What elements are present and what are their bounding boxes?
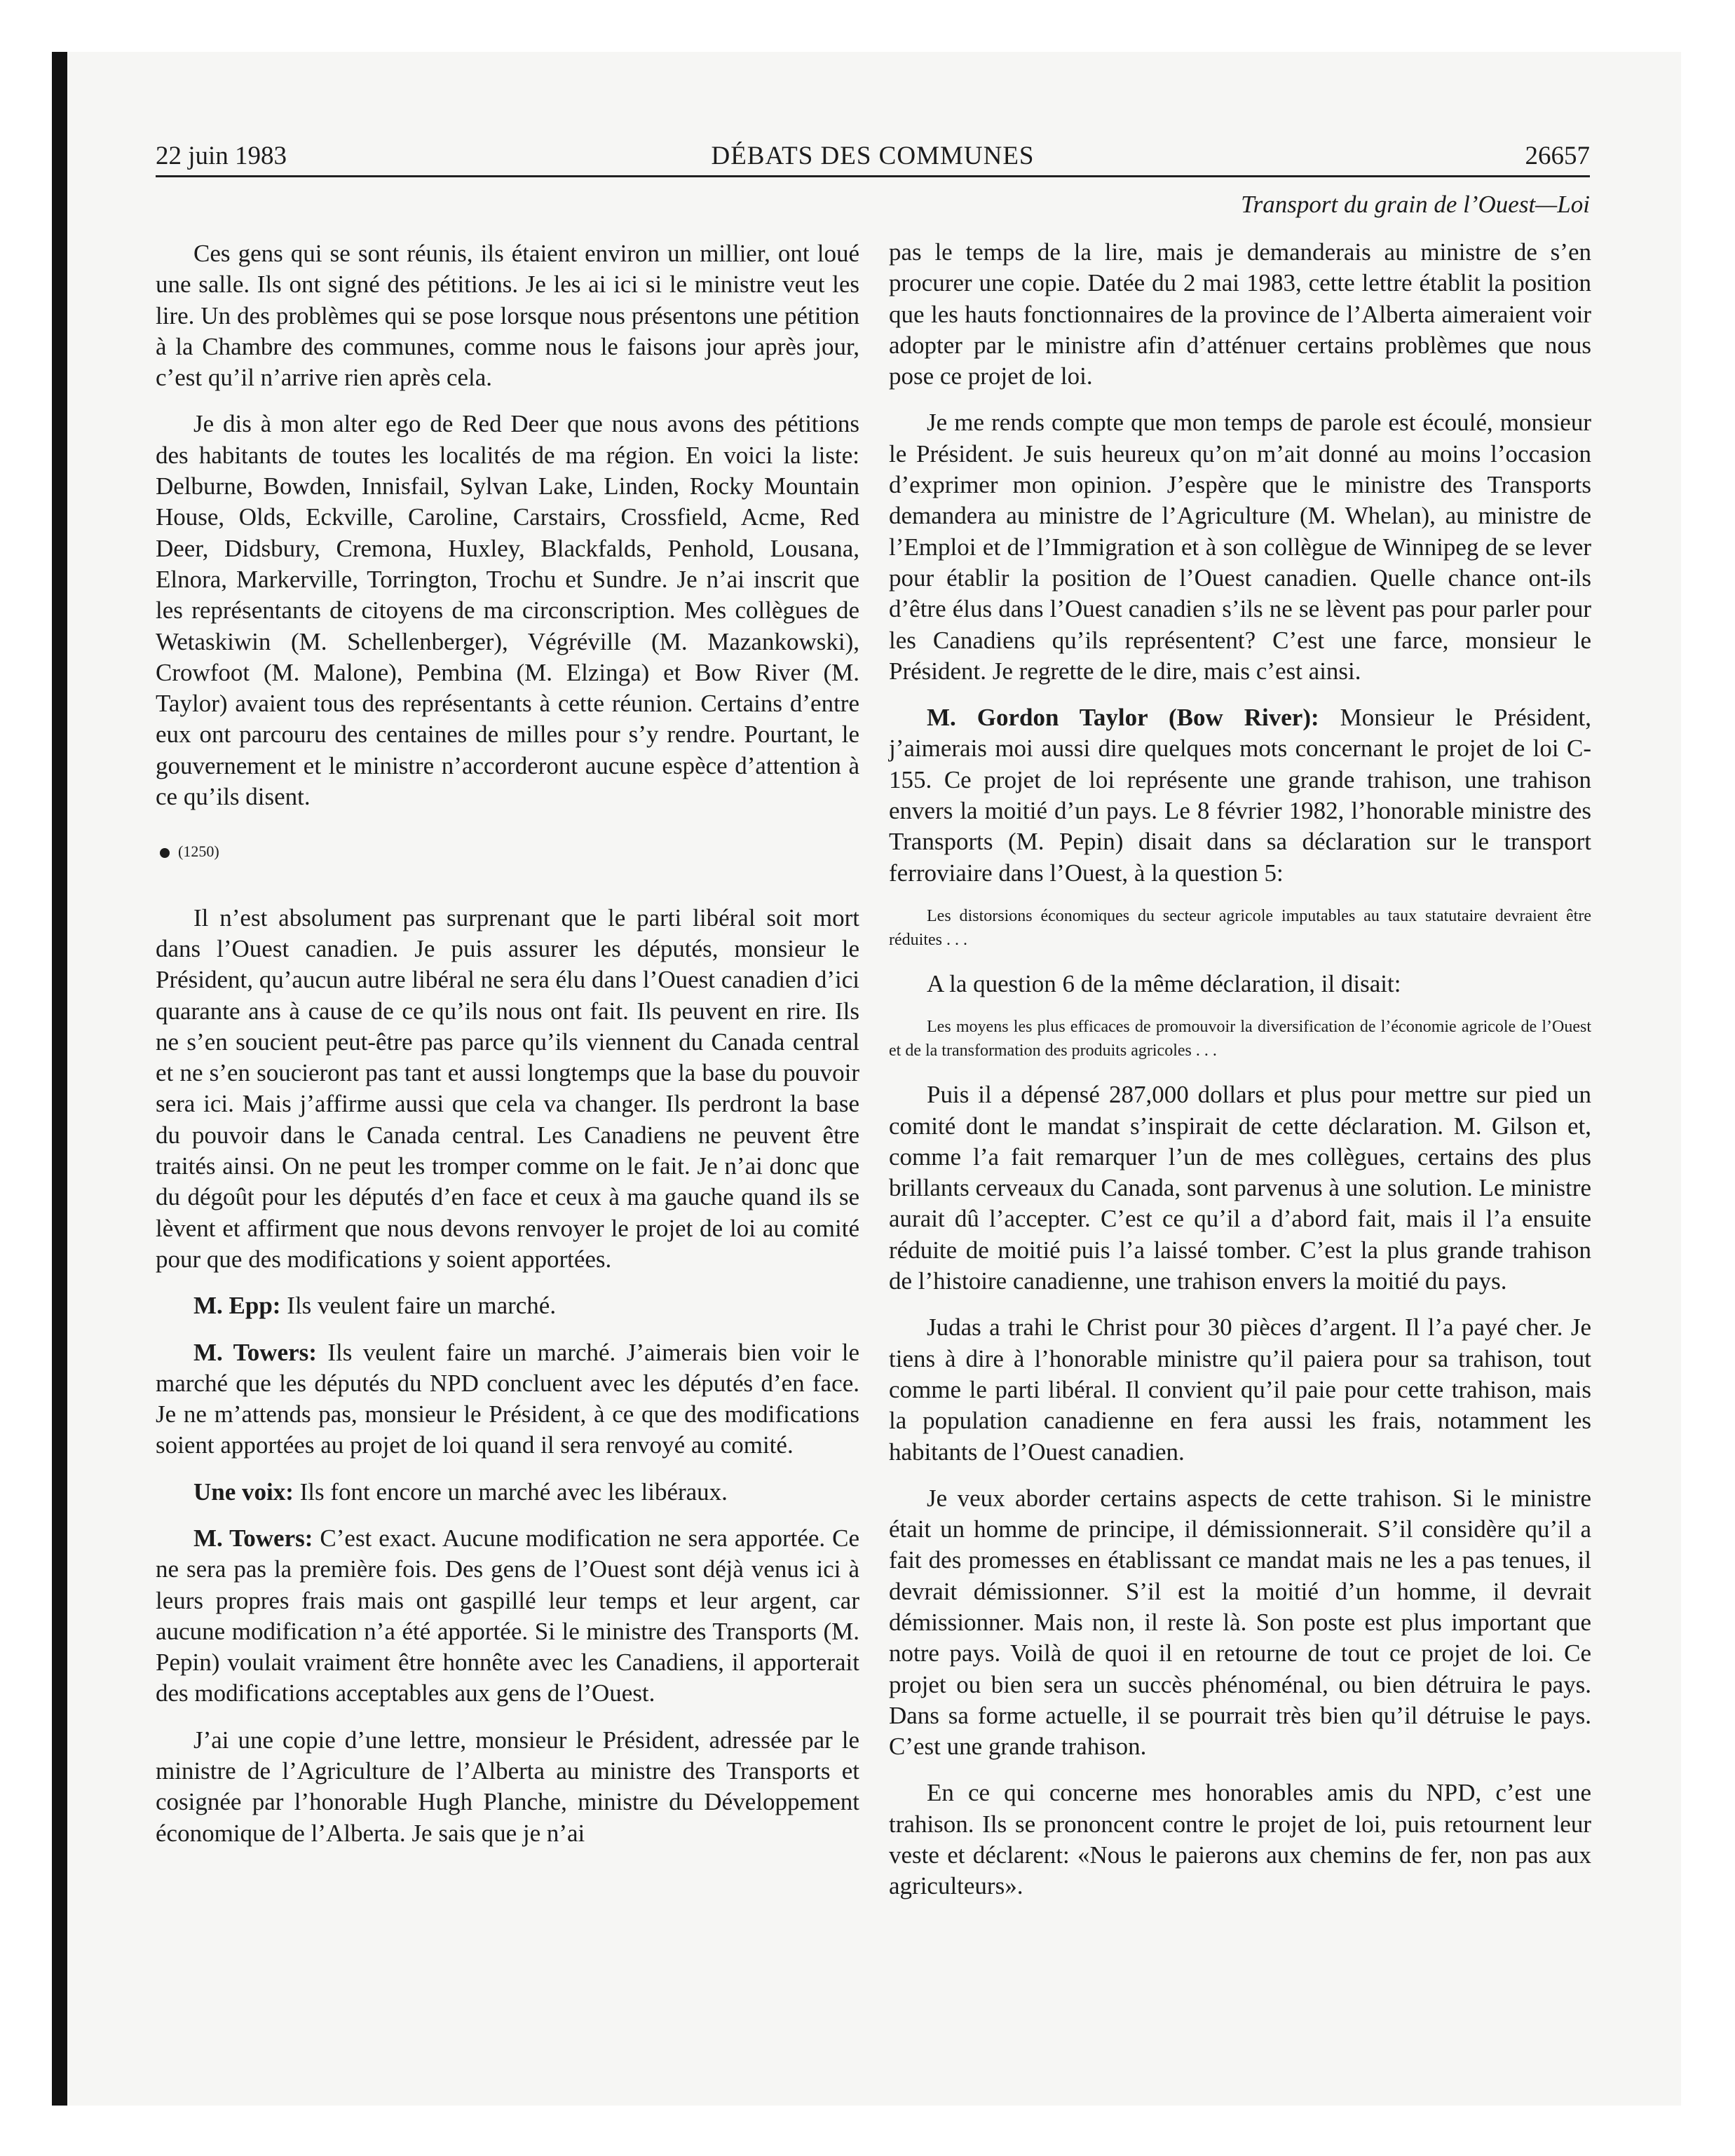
speaker-name: M. Towers: <box>193 1338 317 1366</box>
timestamp <box>156 836 859 867</box>
quotation: Les distorsions économiques du secteur agricole imputables au taux statutaire devraient être réduites . . . <box>889 906 1591 949</box>
scan-edge-bar <box>52 52 67 2106</box>
speaker-name: M. Gordon Taylor (Bow River): <box>927 704 1319 732</box>
speech-text: Monsieur le Président, j’aimerais moi aussi dire quelques mots concernant le projet de loi C-155. Ce projet de loi représente une grande trahison, une trahison envers la moitié d’un pays. Le 8 février 1982, l’honorable ministre des Transports (M. Pepin) disait dans sa déclaration sur le transport ferroviaire dans l’Ouest, à la question 5: <box>889 704 1591 887</box>
speech <box>156 1337 859 1461</box>
running-head: Transport du grain de l’Ouest—Loi <box>1241 191 1590 218</box>
paragraph: Je veux aborder certains aspects de cette trahison. Si le ministre était un homme de principe, il démissionnerait. S’il considère qu’il a fait des promesses en établissant ce mandat mais ne les a pas tenues, il devrait démissionner. S’il est la moitié d’un homme, il devrait démissionner. Mais non, il reste là. Son poste est plus important que notre pays. Voilà de quoi il en retourne de tout ce projet de loi. Ce projet ou bien sera un succès phénoménal, ou bien détruira le pays. Dans sa forme actuelle, il se pourrait très bien qu’il détruise le pays. C’est une grande trahison. <box>889 1484 1591 1761</box>
paragraph: Puis il a dépensé 287,000 dollars et plus pour mettre sur pied un comité dont le mandat s’inspirait de cette déclaration. M. Gilson et, comme l’a fait remarquer l’un de mes collègues, certains des plus brillants cerveaux du Canada, sont parvenus à une solution. Le ministre aurait dû l’accepter. C’est ce qu’il a d’abord fait, mais il l’a ensuite réduite de moitié puis l’a laissé tomber. C’est la plus grande trahison de l’histoire canadienne, une trahison envers la moitié du pays. <box>889 1081 1591 1295</box>
paragraph: Il n’est absolument pas surprenant que le parti libéral soit mort dans l’Ouest canadien. Je puis assurer les députés, monsieur le Président, qu’aucun autre libéral ne sera élu dans l’Ouest canadien d’ici quarante ans à cause de ce qu’ils nous ont fait. Ils peuvent en rire. Ils ne s’en soucient peut-être pas parce qu’ils viennent du Canada central et ne s’en soucieront pas tant et aussi longtemps que la base du pouvoir sera ici. Mais j’affirme aussi que cela va changer. Ils perdront la base du pouvoir dans le Canada central. Les Canadiens ne peuvent être traités ainsi. On ne peut les tromper comme on le fait. Je n’ai donc que du dégoût pour les députés d’en face et ceux à ma gauche quand ils se lèvent et affirment que nous devons renvoyer le projet de loi au comité pour que des modifications y soient apportées. <box>156 903 859 1273</box>
paragraph: En ce qui concerne mes honorables amis du NPD, c’est une trahison. Ils se prononcent contre le projet de loi, puis retournent leur veste et déclarent: «Nous le paierons aux chemins de fer, non pas aux agriculteurs». <box>889 1779 1591 1900</box>
paragraph: pas le temps de la lire, mais je demanderais au ministre de s’en procurer une copie. Datée du 2 mai 1983, cette lettre établit la position que les hauts fonctionnaires de la province de l’Alberta aimeraient voir adopter par le ministre afin d’atténuer certains problèmes que nous pose ce projet de loi. <box>889 238 1591 390</box>
page-header <box>156 139 1590 177</box>
paragraph: A la question 6 de la même déclaration, il disait: <box>927 969 1401 997</box>
header-title: DÉBATS DES COMMUNES <box>711 142 1035 170</box>
speaker-name: Une voix: <box>193 1478 294 1506</box>
header-page-number: 26657 <box>1525 142 1590 170</box>
paragraph: Je dis à mon alter ego de Red Deer que nous avons des pétitions des habitants de toutes les localités de ma région. En voici la liste: Delburne, Bowden, Innisfail, Sylvan Lake, Linden, Rocky Mountain House, Olds, Eckville, Caroline, Carstairs, Crossfield, Acme, Red Deer, Didsbury, Cremona, Huxley, Blackfalds, Penhold, Lousana, Elnora, Markerville, Torrington, Trochu et Sundre. Je n’ai inscrit que les représentants de citoyens de ma circonscription. Mes collègues de Wetaskiwin (M. Schellenberger), Végréville (M. Mazankowski), Crowfoot (M. Malone), Pembina (M. Elzinga) et Bow River (M. Taylor) avaient tous des représentants à cette réunion. Certains d’entre eux ont parcouru des centaines de milles pour s’y rendre. Pourtant, le gouvernement et le ministre n’accorderont aucune espèce d’attention à ce qu’ils disent. <box>156 410 859 811</box>
speech-text: Ils veulent faire un marché. <box>287 1292 557 1320</box>
right-column <box>889 237 1591 1918</box>
paragraph: Ces gens qui se sont réunis, ils étaient environ un millier, ont loué une salle. Ils ont signé des pétitions. Je les ai ici si le ministre veut les lire. Un des problèmes qui se pose lorsque nous présentons une pétition à la Chambre des communes, comme nous le faisons jour après jour, c’est qu’il n’arrive rien après cela. <box>156 240 859 392</box>
paragraph: Je me rends compte que mon temps de parole est écoulé, monsieur le Président. Je suis heureux qu’on m’ait donné au moins l’occasion d’exprimer mon opinion. J’espère que le ministre des Transports demandera au ministre de l’Agriculture (M. Whelan), au ministre de l’Emploi et de l’Immigration et à son collègue de Winnipeg de se lever pour établir la position de l’Ouest canadien. Quelle chance ont-ils d’être élus dans l’Ouest canadien s’ils ne se lèvent pas pour parler pour les Canadiens qu’ils représentent? C’est une farce, monsieur le Président. Je regrette de le dire, mais c’est ainsi. <box>889 409 1591 685</box>
speaker-name: M. Epp: <box>193 1292 281 1320</box>
speech <box>156 1523 859 1710</box>
speech <box>889 702 1591 889</box>
paragraph: J’ai une copie d’une lettre, monsieur le Président, adressée par le ministre de l’Agriculture de l’Alberta au ministre des Transports et cosignée par l’honorable Hugh Planche, ministre du Développement économique de l’Alberta. Je sais que je n’ai <box>156 1726 859 1847</box>
quotation: Les moyens les plus efficaces de promouvoir la diversification de l’économie agricole de l’Ouest et de la transformation des produits agricoles . . . <box>889 1018 1591 1060</box>
speech-text: Ils font encore un marché avec les libéraux. <box>299 1478 728 1506</box>
speech <box>156 1290 859 1321</box>
timestamp-text: (1250) <box>178 842 219 861</box>
left-column <box>156 238 859 1864</box>
bullet-icon <box>160 848 170 858</box>
speech-text: C’est exact. Aucune modification ne sera apportée. Ce ne sera pas la première fois. Des gens de l’Ouest sont déjà venus ici à leurs propres frais mais ont gaspillé leur temps et leur argent, car aucune modification n’a été apportée. Si le ministre des Transports (M. Pepin) voulait vraiment être honnête avec les Canadiens, il apporterait des modifications acceptables aux gens de l’Ouest. <box>156 1524 860 1707</box>
paragraph: Judas a trahi le Christ pour 30 pièces d’argent. Il l’a payé cher. Je tiens à dire à l’honorable ministre qu’il paiera pour sa trahison, tout comme le parti libéral. Il convient qu’il paie pour cette trahison, mais la population canadienne en fera aussi les frais, notamment les habitants de l’Ouest canadien. <box>889 1314 1591 1466</box>
speech-text: Ils veulent faire un marché. J’aimerais bien voir le marché que les députés du NPD concluent avec les députés d’en face. Je ne m’attends pas, monsieur le Président, à ce que des modifications soient apportées au projet de loi quand il sera renvoyé au comité. <box>156 1338 859 1459</box>
header-date: 22 juin 1983 <box>156 142 287 170</box>
speech <box>156 1477 859 1508</box>
speaker-name: M. Towers: <box>193 1524 313 1552</box>
